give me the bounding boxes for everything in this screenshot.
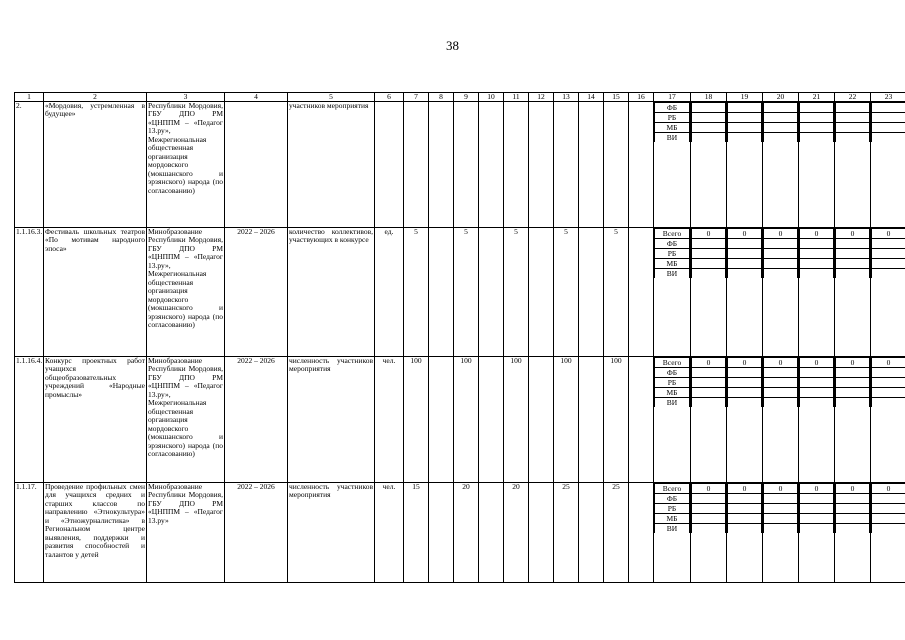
item-number: 2. <box>15 102 44 228</box>
item-indicator: участников мероприятия <box>288 102 375 228</box>
funding-amount-empty <box>800 494 834 504</box>
funding-amount-empty <box>872 388 905 398</box>
target-value <box>604 102 629 228</box>
funding-amount: 0 <box>692 484 726 494</box>
item-name: Конкурс проектных работ учащихся общеобразовательных учреждений «Народные промыслы» <box>44 357 147 483</box>
funding-amount <box>728 103 762 113</box>
funding-amount-empty <box>728 398 762 408</box>
funding-amount-empty <box>836 368 870 378</box>
funding-source: РБ <box>655 249 690 259</box>
funding-amount-empty <box>692 123 726 133</box>
funding-amount-empty <box>728 388 762 398</box>
funding-amount-empty <box>872 113 905 123</box>
column-header: 13 <box>554 93 579 102</box>
target-value <box>479 357 504 483</box>
column-header: 15 <box>604 93 629 102</box>
funding-amount-empty <box>764 494 798 504</box>
page-number: 38 <box>446 38 459 53</box>
funding-amount-column <box>835 357 871 483</box>
funding-amount-empty <box>836 239 870 249</box>
funding-amount-column <box>799 228 835 357</box>
target-value: 100 <box>604 357 629 483</box>
funding-amount: 0 <box>872 358 905 368</box>
funding-amount-empty <box>764 398 798 408</box>
funding-amount-empty <box>764 524 798 534</box>
funding-amount-empty <box>764 388 798 398</box>
funding-amount-empty <box>764 259 798 269</box>
funding-amount-column <box>871 483 905 583</box>
funding-amount-empty <box>836 378 870 388</box>
funding-amount-empty <box>836 524 870 534</box>
target-value <box>554 102 579 228</box>
target-value <box>629 357 654 483</box>
item-name: Проведение профильных смен для учащихся средних и старших классов по направлению «Этнокультура» и «Этножурналистика» в Региональном центре выявления, поддержки и развития способностей и талантов у детей <box>44 483 147 583</box>
target-value <box>504 102 529 228</box>
column-header: 11 <box>504 93 529 102</box>
item-period <box>225 102 288 228</box>
item-unit: чел. <box>375 483 404 583</box>
funding-amount-empty <box>800 504 834 514</box>
funding-amount-empty <box>800 249 834 259</box>
funding-source: МБ <box>655 388 690 398</box>
funding-amount-empty <box>728 259 762 269</box>
funding-amount-empty <box>764 269 798 279</box>
item-indicator: численность участников мероприятия <box>288 357 375 483</box>
target-value <box>629 483 654 583</box>
target-value <box>529 102 554 228</box>
funding-amount-column <box>691 228 727 357</box>
funding-amount-empty <box>872 239 905 249</box>
funding-amount-empty <box>872 368 905 378</box>
funding-amount-empty <box>728 514 762 524</box>
funding-source: ФБ <box>655 103 690 113</box>
funding-amount-empty <box>728 368 762 378</box>
funding-amount-empty <box>764 123 798 133</box>
funding-amount-column <box>799 357 835 483</box>
funding-amount-empty <box>800 269 834 279</box>
column-header: 9 <box>454 93 479 102</box>
funding-amount-empty <box>836 514 870 524</box>
funding-amount <box>800 103 834 113</box>
funding-amount-empty <box>692 378 726 388</box>
target-value: 100 <box>454 357 479 483</box>
funding-amount-empty <box>800 378 834 388</box>
target-value: 25 <box>604 483 629 583</box>
funding-amount: 0 <box>836 484 870 494</box>
item-period: 2022 – 2026 <box>225 483 288 583</box>
funding-sources <box>654 357 691 483</box>
column-header: 12 <box>529 93 554 102</box>
column-header: 2 <box>44 93 147 102</box>
target-value <box>579 228 604 357</box>
funding-source: ВИ <box>655 269 690 279</box>
target-value <box>429 357 454 483</box>
item-unit: чел. <box>375 357 404 483</box>
funding-amount-empty <box>800 133 834 143</box>
funding-amount-empty <box>728 239 762 249</box>
table-row <box>15 102 905 228</box>
funding-amount-empty <box>728 524 762 534</box>
target-value: 20 <box>454 483 479 583</box>
funding-amount-empty <box>692 398 726 408</box>
funding-amount-empty <box>692 524 726 534</box>
funding-amount-empty <box>800 123 834 133</box>
funding-amount: 0 <box>800 484 834 494</box>
item-number: 1.1.16.4. <box>15 357 44 483</box>
funding-amount-empty <box>692 269 726 279</box>
funding-amount-empty <box>764 133 798 143</box>
column-header: 8 <box>429 93 454 102</box>
funding-amount-empty <box>800 113 834 123</box>
funding-amount-empty <box>728 504 762 514</box>
funding-amount-column <box>763 102 799 228</box>
column-header: 18 <box>691 93 727 102</box>
target-value <box>529 228 554 357</box>
funding-amount-column <box>727 357 763 483</box>
funding-amount-empty <box>728 113 762 123</box>
program-table <box>14 92 905 583</box>
funding-amount-empty <box>692 514 726 524</box>
funding-amount-column <box>835 483 871 583</box>
funding-amount-column <box>799 102 835 228</box>
target-value: 20 <box>504 483 529 583</box>
target-value <box>429 102 454 228</box>
funding-source: ВИ <box>655 133 690 143</box>
funding-amount-empty <box>836 133 870 143</box>
funding-source: РБ <box>655 113 690 123</box>
column-header: 6 <box>375 93 404 102</box>
funding-amount: 0 <box>764 484 798 494</box>
funding-amount-empty <box>872 494 905 504</box>
funding-amount-empty <box>872 378 905 388</box>
funding-amount-empty <box>764 368 798 378</box>
item-name: «Мордовия, устремленная в будущее» <box>44 102 147 228</box>
funding-amount-empty <box>872 269 905 279</box>
column-header: 4 <box>225 93 288 102</box>
funding-amount <box>692 103 726 113</box>
funding-sources <box>654 102 691 228</box>
target-value <box>529 357 554 483</box>
funding-amount: 0 <box>728 229 762 239</box>
funding-amount-empty <box>836 249 870 259</box>
funding-amount-column <box>691 102 727 228</box>
funding-amount-empty <box>800 524 834 534</box>
funding-source: ФБ <box>655 494 690 504</box>
funding-amount <box>836 103 870 113</box>
funding-amount-empty <box>692 368 726 378</box>
item-period: 2022 – 2026 <box>225 228 288 357</box>
column-header: 23 <box>871 93 905 102</box>
table-row <box>15 483 905 583</box>
funding-amount-empty <box>728 494 762 504</box>
funding-amount-empty <box>728 133 762 143</box>
funding-amount: 0 <box>728 484 762 494</box>
funding-amount: 0 <box>764 358 798 368</box>
funding-amount: 0 <box>800 358 834 368</box>
column-header: 5 <box>288 93 375 102</box>
item-executor: Минобразование Республики Мордовия, ГБУ ДПО РМ «ЦНППМ – «Педагог 13.ру», Межрегиональная общественная организация мордовского (мокшанского и эрзянского) народа (по согласованию) <box>147 357 225 483</box>
funding-amount: 0 <box>836 358 870 368</box>
item-executor: Минобразование Республики Мордовия, ГБУ ДПО РМ «ЦНППМ – «Педагог 13.ру» <box>147 483 225 583</box>
funding-amount-column <box>835 102 871 228</box>
funding-amount-empty <box>764 514 798 524</box>
funding-amount-empty <box>836 398 870 408</box>
column-header: 21 <box>799 93 835 102</box>
item-name: Фестиваль школьных театров «По мотивам народного эпоса» <box>44 228 147 357</box>
target-value <box>479 102 504 228</box>
column-header: 20 <box>763 93 799 102</box>
funding-amount-empty <box>800 368 834 378</box>
table-row <box>15 357 905 483</box>
column-header: 1 <box>15 93 44 102</box>
target-value <box>429 228 454 357</box>
funding-source: РБ <box>655 504 690 514</box>
target-value <box>479 483 504 583</box>
funding-amount-column <box>799 483 835 583</box>
target-value: 15 <box>404 483 429 583</box>
funding-source: МБ <box>655 259 690 269</box>
item-indicator: численность участников мероприятия <box>288 483 375 583</box>
funding-amount-column <box>691 357 727 483</box>
funding-amount: 0 <box>872 484 905 494</box>
funding-source: МБ <box>655 123 690 133</box>
funding-amount-empty <box>764 504 798 514</box>
funding-amount-column <box>835 228 871 357</box>
table-row <box>15 228 905 357</box>
target-value: 100 <box>404 357 429 483</box>
funding-source: Всего <box>655 484 690 494</box>
funding-amount-column <box>727 483 763 583</box>
funding-amount-column <box>727 228 763 357</box>
funding-amount-empty <box>764 378 798 388</box>
funding-amount-empty <box>872 133 905 143</box>
funding-amount-empty <box>728 269 762 279</box>
funding-amount-empty <box>872 398 905 408</box>
funding-amount-empty <box>692 133 726 143</box>
column-header: 10 <box>479 93 504 102</box>
funding-amount-empty <box>692 259 726 269</box>
target-value <box>479 228 504 357</box>
item-unit: ед. <box>375 228 404 357</box>
funding-amount-empty <box>764 113 798 123</box>
item-number: 1.1.17. <box>15 483 44 583</box>
funding-source: ВИ <box>655 524 690 534</box>
column-header: 22 <box>835 93 871 102</box>
funding-amount-column <box>871 102 905 228</box>
item-executor: Минобразование Республики Мордовия, ГБУ ДПО РМ «ЦНППМ – «Педагог 13.ру», Межрегиональная общественная организация мордовского (мокшанского и эрзянского) народа (по согласованию) <box>147 228 225 357</box>
funding-amount-empty <box>764 239 798 249</box>
funding-amount-empty <box>872 249 905 259</box>
target-value: 5 <box>554 228 579 357</box>
funding-amount <box>764 103 798 113</box>
column-header: 19 <box>727 93 763 102</box>
funding-amount-empty <box>728 249 762 259</box>
target-value: 5 <box>504 228 529 357</box>
target-value: 5 <box>404 228 429 357</box>
funding-amount-empty <box>836 269 870 279</box>
funding-amount-empty <box>692 494 726 504</box>
funding-amount: 0 <box>692 358 726 368</box>
funding-amount: 0 <box>728 358 762 368</box>
item-executor: Республики Мордовия, ГБУ ДПО РМ «ЦНППМ – «Педагог 13.ру», Межрегиональная общественная организация мордовского (мокшанского и эрзянского) народа (по согласованию) <box>147 102 225 228</box>
target-value <box>579 357 604 483</box>
funding-amount-empty <box>728 123 762 133</box>
item-number: 1.1.16.3. <box>15 228 44 357</box>
header-row <box>15 93 905 102</box>
item-unit <box>375 102 404 228</box>
target-value <box>629 228 654 357</box>
funding-amount-empty <box>728 378 762 388</box>
funding-amount-column <box>691 483 727 583</box>
funding-amount-empty <box>692 249 726 259</box>
funding-source: РБ <box>655 378 690 388</box>
funding-amount-empty <box>692 504 726 514</box>
column-header: 7 <box>404 93 429 102</box>
target-value <box>454 102 479 228</box>
funding-amount-empty <box>872 504 905 514</box>
funding-amount-empty <box>872 123 905 133</box>
funding-source: МБ <box>655 514 690 524</box>
funding-amount-column <box>763 228 799 357</box>
funding-amount-empty <box>836 494 870 504</box>
target-value <box>629 102 654 228</box>
funding-amount-empty <box>800 239 834 249</box>
funding-amount-column <box>871 228 905 357</box>
funding-amount-column <box>763 483 799 583</box>
funding-amount-empty <box>800 388 834 398</box>
funding-amount: 0 <box>800 229 834 239</box>
funding-amount: 0 <box>764 229 798 239</box>
funding-amount-column <box>763 357 799 483</box>
funding-amount-empty <box>872 259 905 269</box>
funding-amount-empty <box>836 259 870 269</box>
column-header: 14 <box>579 93 604 102</box>
column-header: 3 <box>147 93 225 102</box>
funding-amount: 0 <box>692 229 726 239</box>
funding-amount-empty <box>800 259 834 269</box>
funding-sources <box>654 228 691 357</box>
funding-amount-empty <box>692 113 726 123</box>
funding-amount-empty <box>836 113 870 123</box>
funding-amount-empty <box>764 249 798 259</box>
column-header: 17 <box>654 93 691 102</box>
funding-amount-column <box>871 357 905 483</box>
item-indicator: количество коллективов, участвующих в конкурсе <box>288 228 375 357</box>
funding-source: ФБ <box>655 368 690 378</box>
funding-amount: 0 <box>872 229 905 239</box>
target-value: 5 <box>604 228 629 357</box>
funding-amount-empty <box>692 239 726 249</box>
target-value <box>429 483 454 583</box>
funding-amount-empty <box>836 504 870 514</box>
funding-source: Всего <box>655 229 690 239</box>
target-value <box>579 102 604 228</box>
funding-amount-empty <box>836 123 870 133</box>
target-value <box>529 483 554 583</box>
funding-amount-empty <box>800 514 834 524</box>
funding-source: ФБ <box>655 239 690 249</box>
funding-amount-empty <box>692 388 726 398</box>
target-value: 100 <box>504 357 529 483</box>
funding-amount-column <box>727 102 763 228</box>
funding-amount-empty <box>872 514 905 524</box>
funding-amount <box>872 103 905 113</box>
column-header: 16 <box>629 93 654 102</box>
funding-amount-empty <box>872 524 905 534</box>
target-value: 5 <box>454 228 479 357</box>
target-value: 100 <box>554 357 579 483</box>
target-value: 25 <box>554 483 579 583</box>
target-value <box>404 102 429 228</box>
funding-amount-empty <box>800 398 834 408</box>
target-value <box>579 483 604 583</box>
funding-source: ВИ <box>655 398 690 408</box>
funding-amount: 0 <box>836 229 870 239</box>
funding-amount-empty <box>836 388 870 398</box>
funding-sources <box>654 483 691 583</box>
funding-source: Всего <box>655 358 690 368</box>
item-period: 2022 – 2026 <box>225 357 288 483</box>
